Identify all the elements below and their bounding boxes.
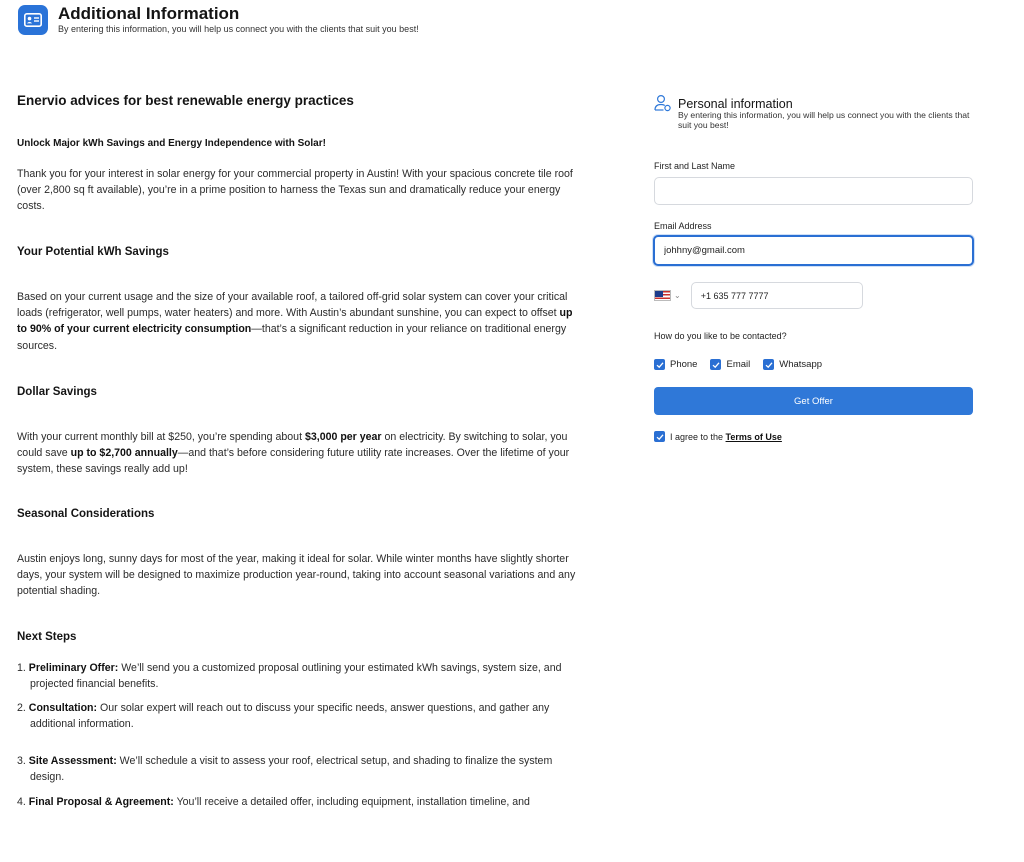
kwh-heading: Your Potential kWh Savings <box>17 246 169 258</box>
phone-row <box>654 282 863 309</box>
intro-paragraph: Thank you for your interest in solar energy for your commercial property in Austin! With your spacious concrete tile roof (over 2,800 sq ft available), you’re in a prime position to harness the Texas sun and dramatically reduce your energy costs. <box>17 168 573 213</box>
name-label: First and Last Name <box>654 161 736 171</box>
next-steps-heading: Next Steps <box>17 631 77 643</box>
name-input[interactable] <box>654 177 973 205</box>
chevron-down-icon[interactable]: ⌄ <box>674 291 681 300</box>
seasonal-paragraph: Austin enjoys long, sunny days for most of the year, making it ideal for solar. While winter months have slightly shorter days, your system will be designed to maximize production year-round, taking into account seasonal variations and any potential shading. <box>17 553 576 598</box>
contact-question: How do you like to be contacted? <box>654 331 787 341</box>
list-item: 4. Final Proposal & Agreement: You’ll receive a detailed offer, including equipment, installation timeline, and <box>17 796 530 808</box>
list-item: 2. Consultation: Our solar expert will reach out to discuss your specific needs, answer questions, and gather any additional information. <box>17 702 550 731</box>
get-offer-button[interactable]: Get Offer <box>654 387 973 415</box>
form-title: Personal information <box>678 97 793 111</box>
id-card-icon <box>18 5 48 35</box>
dollar-paragraph: With your current monthly bill at $250, you’re spending about $3,000 per year on electricity. By switching to solar, you could save up to $2,700 annually—and that’s before considering future utility rate increases. Over the lifetime of your system, these savings really add up! <box>17 431 570 476</box>
page-header <box>18 4 419 35</box>
email-label: Email Address <box>654 221 712 231</box>
user-settings-icon <box>654 94 672 117</box>
us-flag-icon[interactable] <box>654 290 671 301</box>
page-title: Additional Information <box>58 4 240 23</box>
intro-heading: Unlock Major kWh Savings and Energy Independence with Solar! <box>17 138 326 149</box>
advice-article <box>17 92 582 820</box>
dollar-heading: Dollar Savings <box>17 386 97 398</box>
kwh-paragraph: Based on your current usage and the size of your available roof, a tailored off-grid solar system can cover your critical loads (refrigerator, well pumps, water heaters) and more. With Austin’s abundant sunshine, you can expect to offset up to 90% of your current electricity consumption—that’s a significant reduction in your reliance on traditional energy sources. <box>17 291 573 352</box>
seasonal-heading: Seasonal Considerations <box>17 508 155 520</box>
list-item: 1. Preliminary Offer: We’ll send you a customized proposal outlining your estimated kWh savings, system size, and projected financial benefits. <box>17 662 562 691</box>
personal-info-form <box>654 94 974 442</box>
page-subtitle: By entering this information, you will help us connect you with the clients that suit you best! <box>58 24 419 34</box>
list-item: 3. Site Assessment: We’ll schedule a visit to assess your roof, electrical setup, and shading to finalize the system design. <box>17 755 553 784</box>
checkbox-checked-icon[interactable] <box>710 359 721 370</box>
contact-option-whatsapp[interactable]: Whatsapp <box>763 359 822 370</box>
article-title: Enervio advices for best renewable energy practices <box>17 93 354 108</box>
contact-option-email[interactable]: Email <box>710 359 750 370</box>
terms-of-use-link[interactable]: Terms of Use <box>725 431 782 442</box>
checkbox-checked-icon[interactable] <box>654 431 665 442</box>
checkbox-checked-icon[interactable] <box>654 359 665 370</box>
contact-option-phone[interactable]: Phone <box>654 359 697 370</box>
phone-input[interactable]: +1 635 777 7777 <box>691 282 863 309</box>
contact-options <box>654 359 822 370</box>
form-subtitle: By entering this information, you will help us connect you with the clients that suit you best! <box>678 110 970 130</box>
checkbox-checked-icon[interactable] <box>763 359 774 370</box>
email-input[interactable] <box>653 235 974 266</box>
terms-agreement[interactable]: I agree to the Terms of Use <box>654 431 782 442</box>
form-header <box>654 94 974 130</box>
